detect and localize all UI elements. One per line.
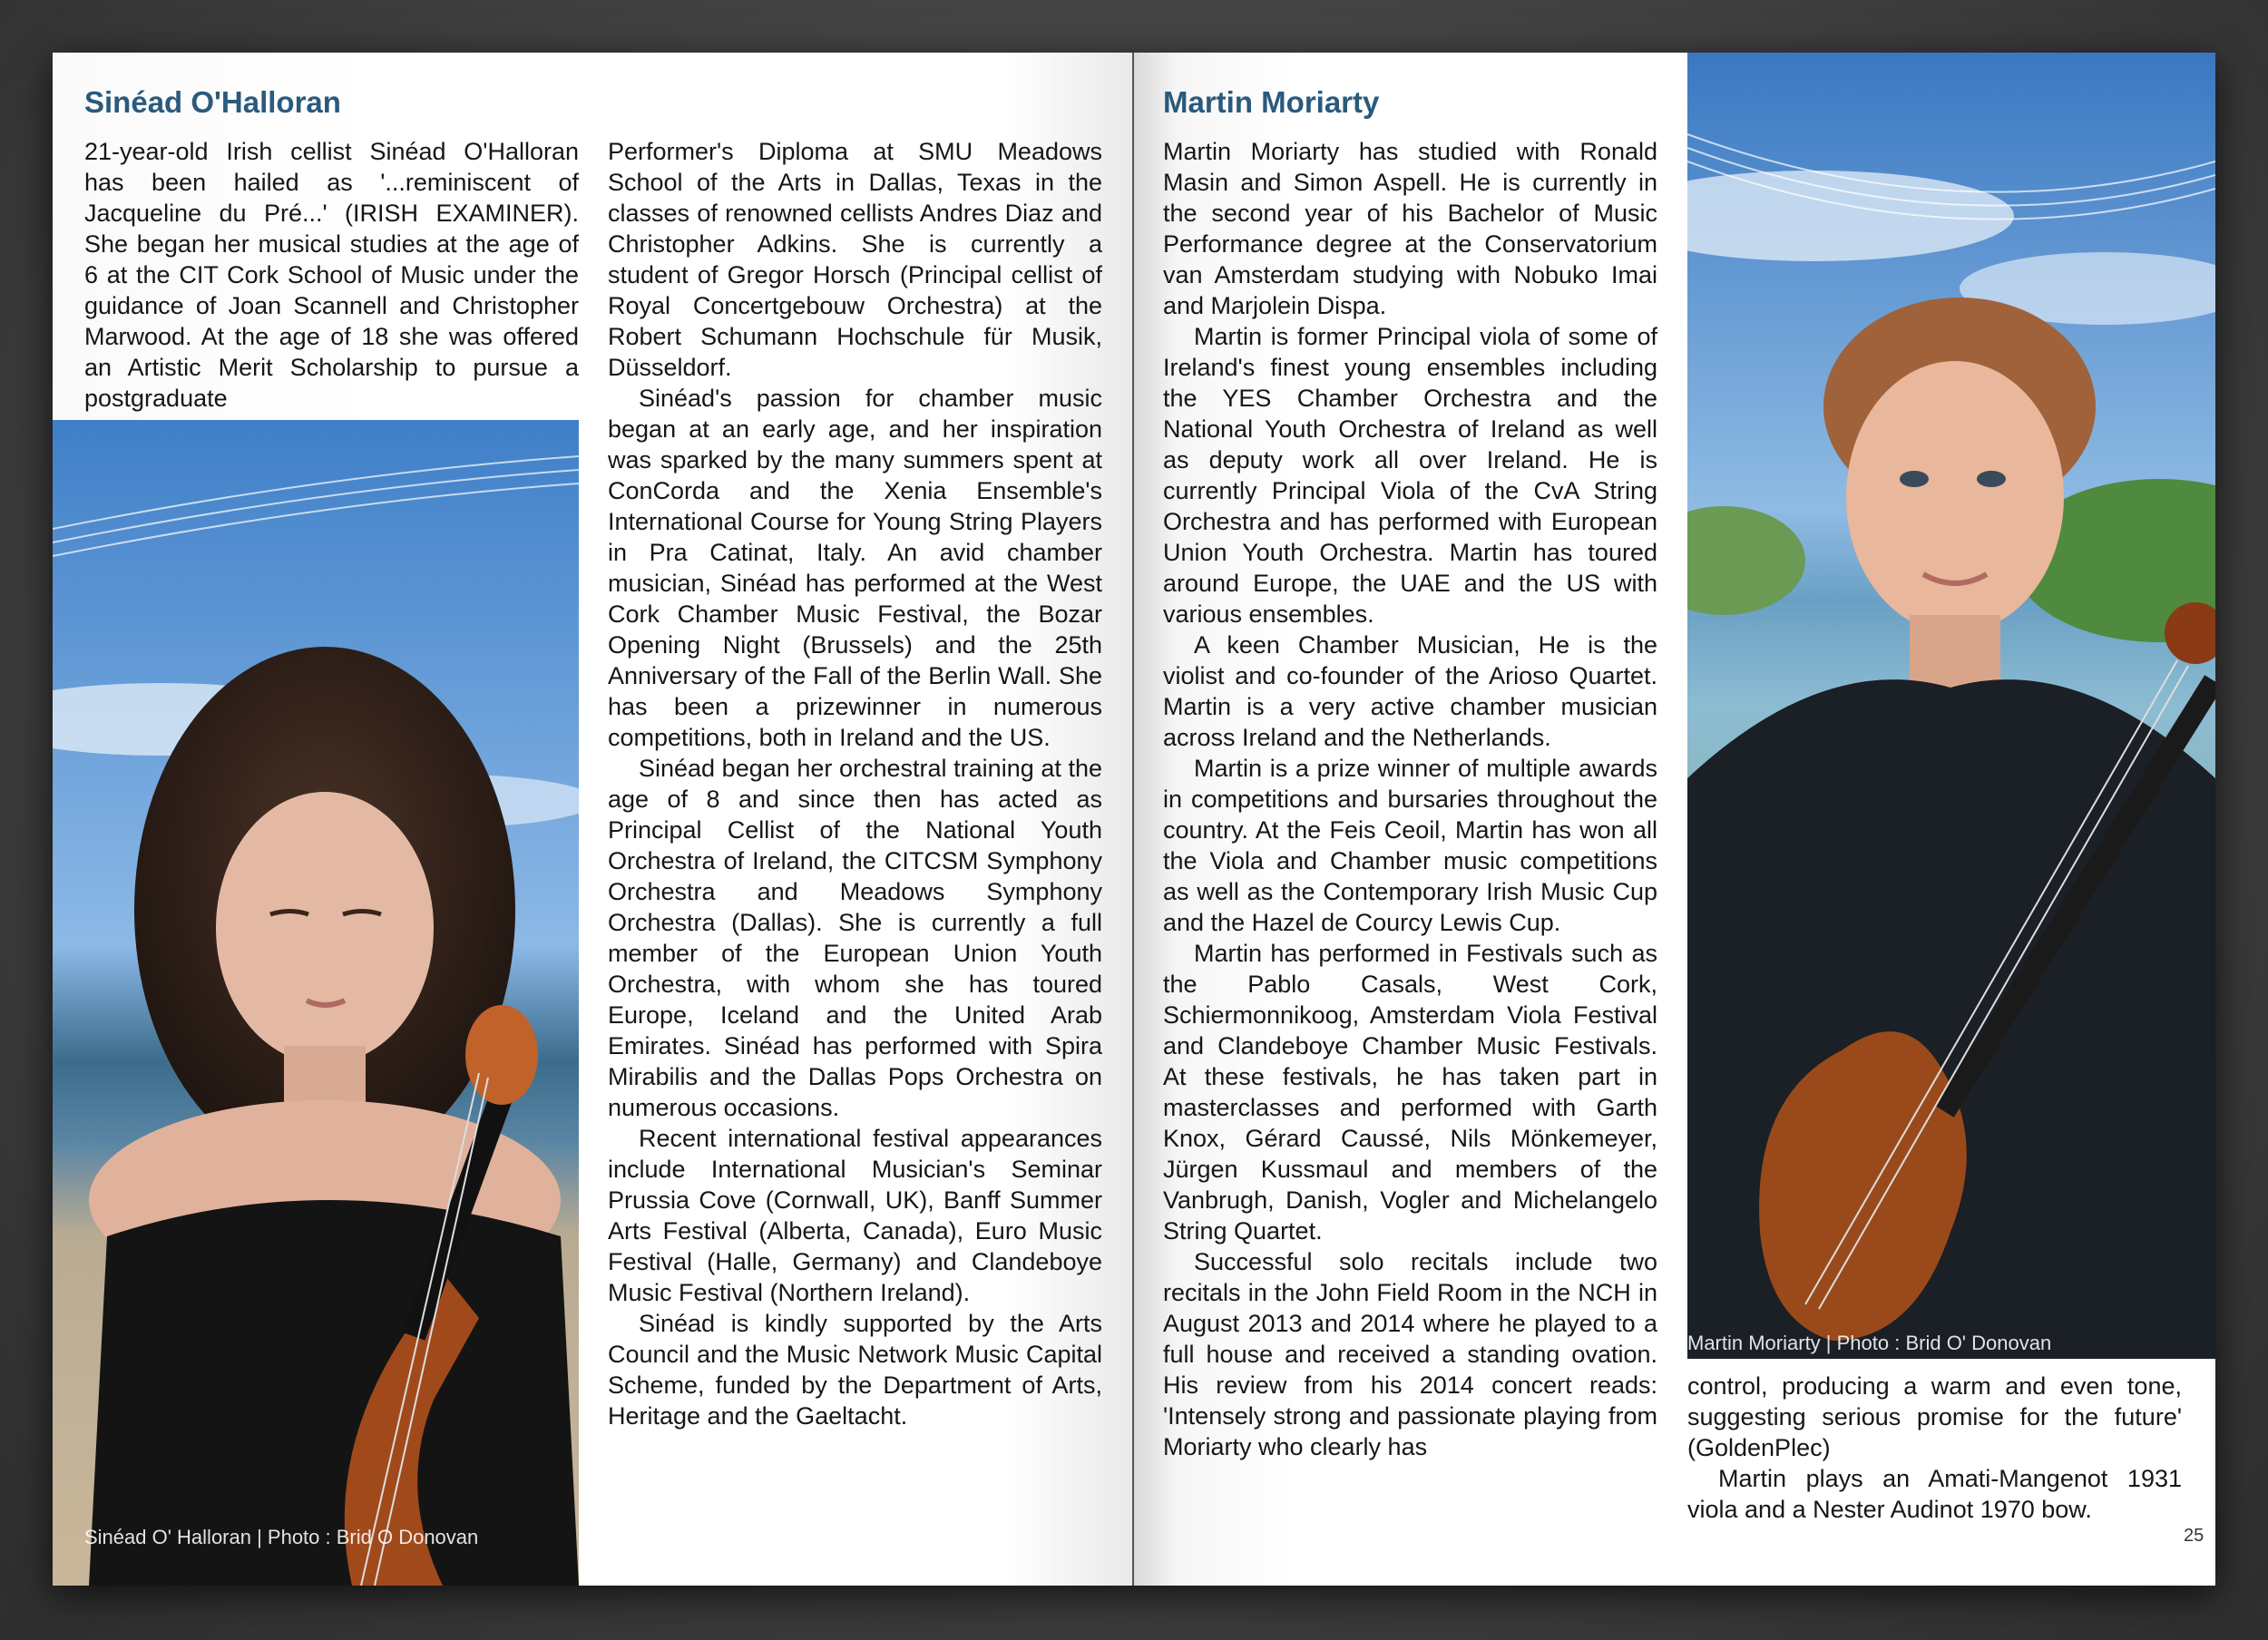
cellist-photo-caption: Sinéad O' Halloran | Photo : Brid O Donovan [84, 1526, 479, 1548]
violist-photo [1687, 53, 2215, 1359]
right-column-1 [1163, 136, 1657, 1462]
brochure-spread [53, 53, 2215, 1586]
left-column-2 [608, 136, 1102, 1431]
left-page [53, 53, 1134, 1586]
left-col2-paragraph: Recent international festival appearances include International Musician's Seminar Prussia Cove (Cornwall, UK), Banff Summer Arts Festival (Alberta, Canada), Euro Music Festival (Halle, Germany) and Clandeboye Music Festival (Northern Ireland). [608, 1125, 1102, 1306]
violist-photo-icon [1687, 53, 2215, 1359]
right-col2-paragraph: Martin plays an Amati-Mangenot 1931 viola and a Nester Audinot 1970 bow. [1687, 1465, 2182, 1523]
cellist-photo-icon [53, 420, 579, 1586]
cellist-photo [53, 420, 579, 1586]
left-col2-paragraph: Sinéad's passion for chamber music began at an early age, and her inspiration was sparked by the many summers spent at ConCorda and the Xenia Ensemble's International Course for Young String Players in Pra Catinat, Italy. An avid chamber musician, Sinéad has performed at the West Cork Chamber Music Festival, the Bozar Opening Night (Brussels) and the 25th Anniversary of the Fall of the Berlin Wall. She has been a prizewinner in numerous competitions, both in Ireland and the US. [608, 385, 1102, 751]
left-col2-paragraph: Sinéad is kindly supported by the Arts Council and the Music Network Music Capital Scheme, funded by the Department of Arts, Heritage and the Gaeltacht. [608, 1310, 1102, 1430]
right-col1-paragraph: A keen Chamber Musician, He is the violist and co-founder of the Arioso Quartet. Martin is a very active chamber musician across Ireland and the Netherlands. [1163, 631, 1657, 751]
left-column-1 [84, 136, 579, 414]
right-col1-paragraph: Martin is former Principal viola of some of Ireland's finest young ensembles including the YES Chamber Orchestra and the National Youth Orchestra of Ireland as well as deputy work all over Ireland. He is currently Principal Viola of the CvA String Orchestra and has performed with European Union Youth Orchestra. Martin has toured around Europe, the UAE and the US with various ensembles. [1163, 323, 1657, 628]
right-page-heading: Martin Moriarty [1163, 85, 1380, 119]
violist-photo-caption: Martin Moriarty | Photo : Brid O' Donovan [1687, 1332, 2052, 1354]
left-page-heading: Sinéad O'Halloran [84, 85, 341, 119]
right-col2-paragraph: control, producing a warm and even tone, suggesting serious promise for the future' (GoldenPlec) [1687, 1372, 2182, 1461]
right-col1-paragraph: Martin Moriarty has studied with Ronald Masin and Simon Aspell. He is currently in the second year of his Bachelor of Music Performance degree at the Conservatorium van Amsterdam studying with Nobuko Imai and Marjolein Dispa. [1163, 138, 1657, 319]
right-col1-paragraph: Successful solo recitals include two recitals in the John Field Room in the NCH in August 2013 and 2014 where he played to a full house and received a standing ovation. His review from his 2014 concert reads: 'Intensely strong and passionate playing from Moriarty who clearly has [1163, 1248, 1657, 1460]
right-column-2 [1687, 1371, 2182, 1525]
page-number: 25 [2184, 1526, 2204, 1546]
left-col2-paragraph: Sinéad began her orchestral training at the age of 8 and since then has acted as Principal Cellist of the National Youth Orchestra of Ireland, the CITCSM Symphony Orchestra and Meadows Symphony Orchestra (Dallas). She is currently a full member of the European Union Youth Orchestra, with whom she has toured Europe, Iceland and the United Arab Emirates. Sinéad has performed with Spira Mirabilis and the Dallas Pops Orchestra on numerous occasions. [608, 755, 1102, 1121]
left-col1-paragraph: 21-year-old Irish cellist Sinéad O'Halloran has been hailed as '...reminiscent of Jacqueline du Pré...' (IRISH EXAMINER). She began her musical studies at the age of 6 at the CIT Cork School of Music under the guidance of Joan Scannell and Christopher Marwood. At the age of 18 she was offered an Artistic Merit Scholarship to pursue a postgraduate [84, 138, 579, 412]
right-col1-paragraph: Martin is a prize winner of multiple awards in competitions and bursaries throughout the country. At the Feis Ceoil, Martin has won all the Viola and Chamber music competitions as well as the Contemporary Irish Music Cup and the Hazel de Courcy Lewis Cup. [1163, 755, 1657, 936]
left-col2-paragraph: Performer's Diploma at SMU Meadows School of the Arts in Dallas, Texas in the classes of renowned cellists Andres Diaz and Christopher Adkins. She is currently a student of Gregor Horsch (Principal cellist of Royal Concertgebouw Orchestra) at the Robert Schumann Hochschule für Musik, Düsseldorf. [608, 138, 1102, 381]
right-col1-paragraph: Martin has performed in Festivals such as the Pablo Casals, West Cork, Schiermonnikoog, Amsterdam Viola Festival and Clandeboye Chamber Music Festivals. At these festivals, he has taken part in masterclasses and performed with Garth Knox, Gérard Caussé, Nils Mönkemeyer, Jürgen Kussmaul and members of the Vanbrugh, Danish, Vogler and Michelangelo String Quartet. [1163, 940, 1657, 1245]
right-page [1134, 53, 2215, 1586]
